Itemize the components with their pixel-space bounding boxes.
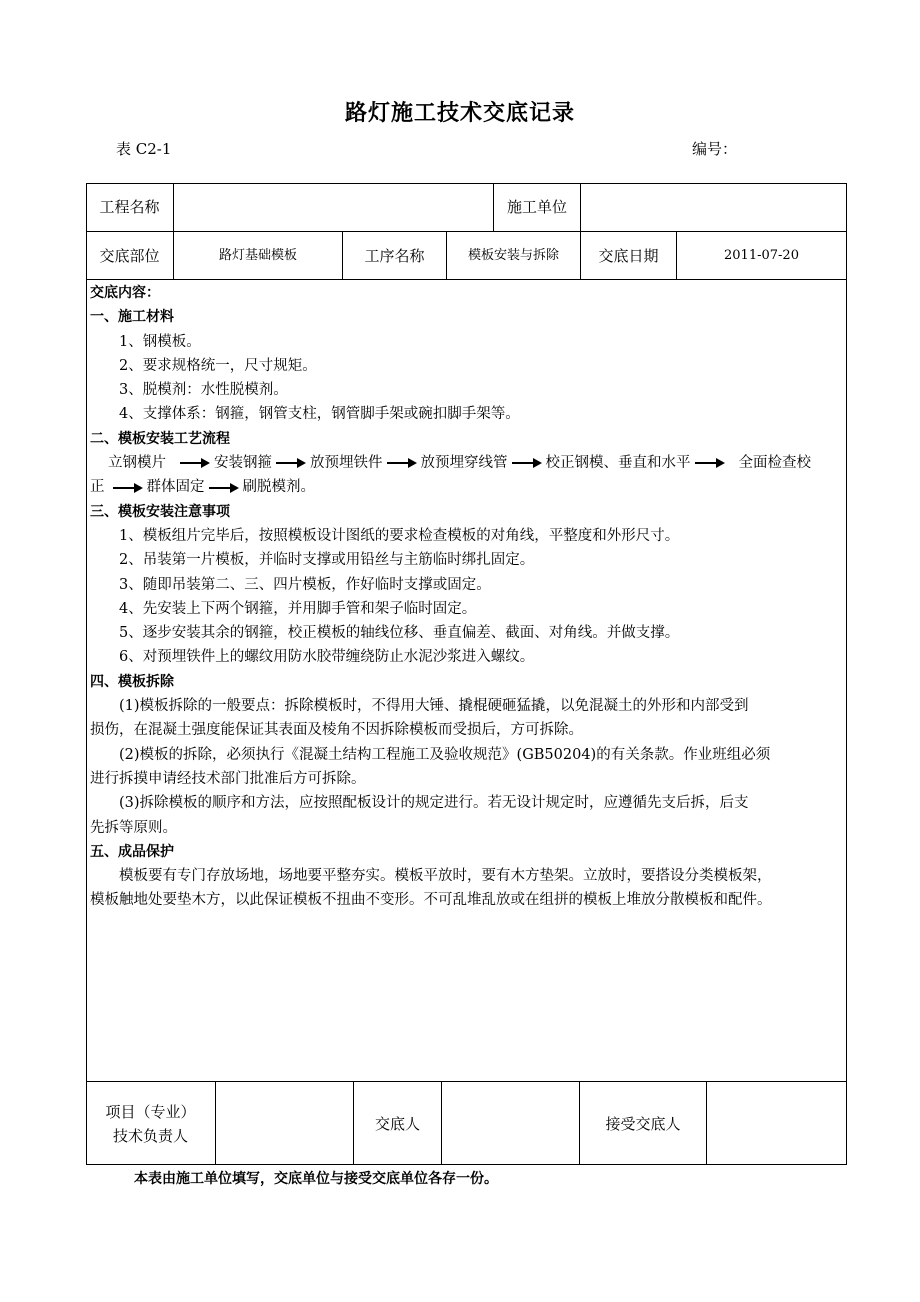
paragraph-line: 进行拆摸申请经技术部门批准后方可拆除。 <box>90 770 366 787</box>
content-heading: 交底内容： <box>90 285 160 301</box>
paragraph-line: 先拆等原则。 <box>90 819 177 836</box>
tech-lead-signature-field[interactable] <box>216 1082 353 1165</box>
paragraph-line: 模板触地处要垫木方，以此保证模板不扭曲不变形。不可乱堆乱放或在组拼的模板上堆放分散模板和配件。 <box>90 892 772 909</box>
list-item: 6、对预埋铁件上的螺纹用防水胶带缠绕防止水泥沙浆进入螺纹。 <box>119 649 535 666</box>
section-title: 二、模板安装工艺流程 <box>90 430 230 447</box>
row-divider <box>86 279 847 280</box>
arrow-right-icon <box>695 457 725 469</box>
footer-note: 本表由施工单位填写，交底单位与接受交底单位各存一份。 <box>134 1171 498 1187</box>
form-number: 表 C2-1 <box>116 140 172 158</box>
flow-step: 刷脱模剂。 <box>242 479 315 496</box>
flow-step: 放预埋穿线管 <box>420 455 508 472</box>
list-item: 3、脱模剂：水性脱模剂。 <box>119 382 288 399</box>
flow-step: 安装钢箍 <box>214 455 272 472</box>
paragraph-line: (1)模板拆除的一般要点：拆除模板时，不得用大锤、撬棍硬砸猛撬，以免混凝土的外形和内部受到 <box>119 698 749 715</box>
list-item: 4、先安装上下两个钢箍，并用脚手管和架子临时固定。 <box>119 600 477 617</box>
section-title: 五、成品保护 <box>90 843 174 860</box>
flow-step: 立钢模片 <box>108 455 166 472</box>
paragraph-line: 模板要有专门存放场地，场地要平整夯实。模板平放时，要有木方垫架。立放时，要搭设分类模板架， <box>119 868 772 885</box>
list-item: 4、支撑体系：钢箍，钢管支柱，钢管脚手架或碗扣脚手架等。 <box>119 406 520 423</box>
tech-lead-label-line: 技术负责人 <box>112 1126 188 1145</box>
paragraph-line: (2)模板的拆除，必须执行《混凝土结构工程施工及验收规范》(GB50204)的有关条款。作业班组必须 <box>119 746 771 763</box>
process-name-value[interactable]: 模板安装与拆除 <box>467 247 559 263</box>
project-name-label: 工程名称 <box>99 198 160 216</box>
disclosure-content <box>90 281 844 913</box>
process-flow <box>90 475 844 499</box>
flow-step: 全面检查校 <box>738 455 811 472</box>
disclosure-part-label: 交底部位 <box>99 246 160 265</box>
flow-step: 放预埋铁件 <box>310 455 383 472</box>
list-item: 5、逐步安装其余的钢箍，校正模板的轴线位移、垂直偏差、截面、对角线。并做支撑。 <box>119 625 680 642</box>
project-name-field[interactable] <box>174 183 493 231</box>
list-item: 2、吊装第一片模板，并临时支撑或用铅丝与主筋临时绑扎固定。 <box>119 552 535 569</box>
arrow-right-icon <box>512 457 542 469</box>
flow-step: 校正钢模、垂直和水平 <box>545 455 691 472</box>
list-item: 1、模板组片完毕后，按照模板设计图纸的要求检查模板的对角线，平整度和外形尺寸。 <box>119 527 680 544</box>
receiver-label: 接受交底人 <box>605 1114 681 1133</box>
construction-unit-label: 施工单位 <box>506 198 567 216</box>
paragraph-line: 损伤，在混凝土强度能保证其表面及棱角不因拆除模板而受损后，方可拆除。 <box>90 722 583 739</box>
arrow-right-icon <box>387 457 417 469</box>
disclosure-date-label: 交底日期 <box>598 246 659 265</box>
serial-number-label: 编号： <box>692 140 738 158</box>
section-title: 四、模板拆除 <box>90 673 174 690</box>
tech-lead-label <box>86 1082 215 1165</box>
construction-unit-field[interactable] <box>581 183 846 231</box>
disclosure-part-value[interactable]: 路灯基础模板 <box>218 247 297 263</box>
section-title: 三、模板安装注意事项 <box>90 503 230 520</box>
process-flow <box>90 451 844 475</box>
arrow-right-icon <box>180 457 210 469</box>
paragraph-line: (3)拆除模板的顺序和方法，应按照配板设计的规定进行。若无设计规定时，应遵循先支后拆，后支 <box>119 795 749 812</box>
flow-step: 正 <box>90 479 105 496</box>
section-title: 一、施工材料 <box>90 309 174 326</box>
discloser-label: 交底人 <box>374 1114 420 1133</box>
flow-step: 群体固定 <box>146 479 205 496</box>
list-item: 3、随即吊装第二、三、四片模板，作好临时支撑或固定。 <box>119 576 491 593</box>
list-item: 2、要求规格统一，尺寸规矩。 <box>119 357 317 374</box>
list-item: 1、钢模板。 <box>119 333 201 350</box>
process-name-label: 工序名称 <box>364 246 425 265</box>
disclosure-date-value[interactable]: 2011-07-20 <box>724 247 799 263</box>
arrow-right-icon <box>209 482 239 494</box>
discloser-signature-field[interactable] <box>442 1082 579 1165</box>
arrow-right-icon <box>276 457 306 469</box>
tech-lead-label-line: 项目（专业） <box>105 1102 196 1121</box>
arrow-right-icon <box>113 482 143 494</box>
receiver-signature-field[interactable] <box>707 1082 846 1165</box>
page-title: 路灯施工技术交底记录 <box>344 101 575 126</box>
